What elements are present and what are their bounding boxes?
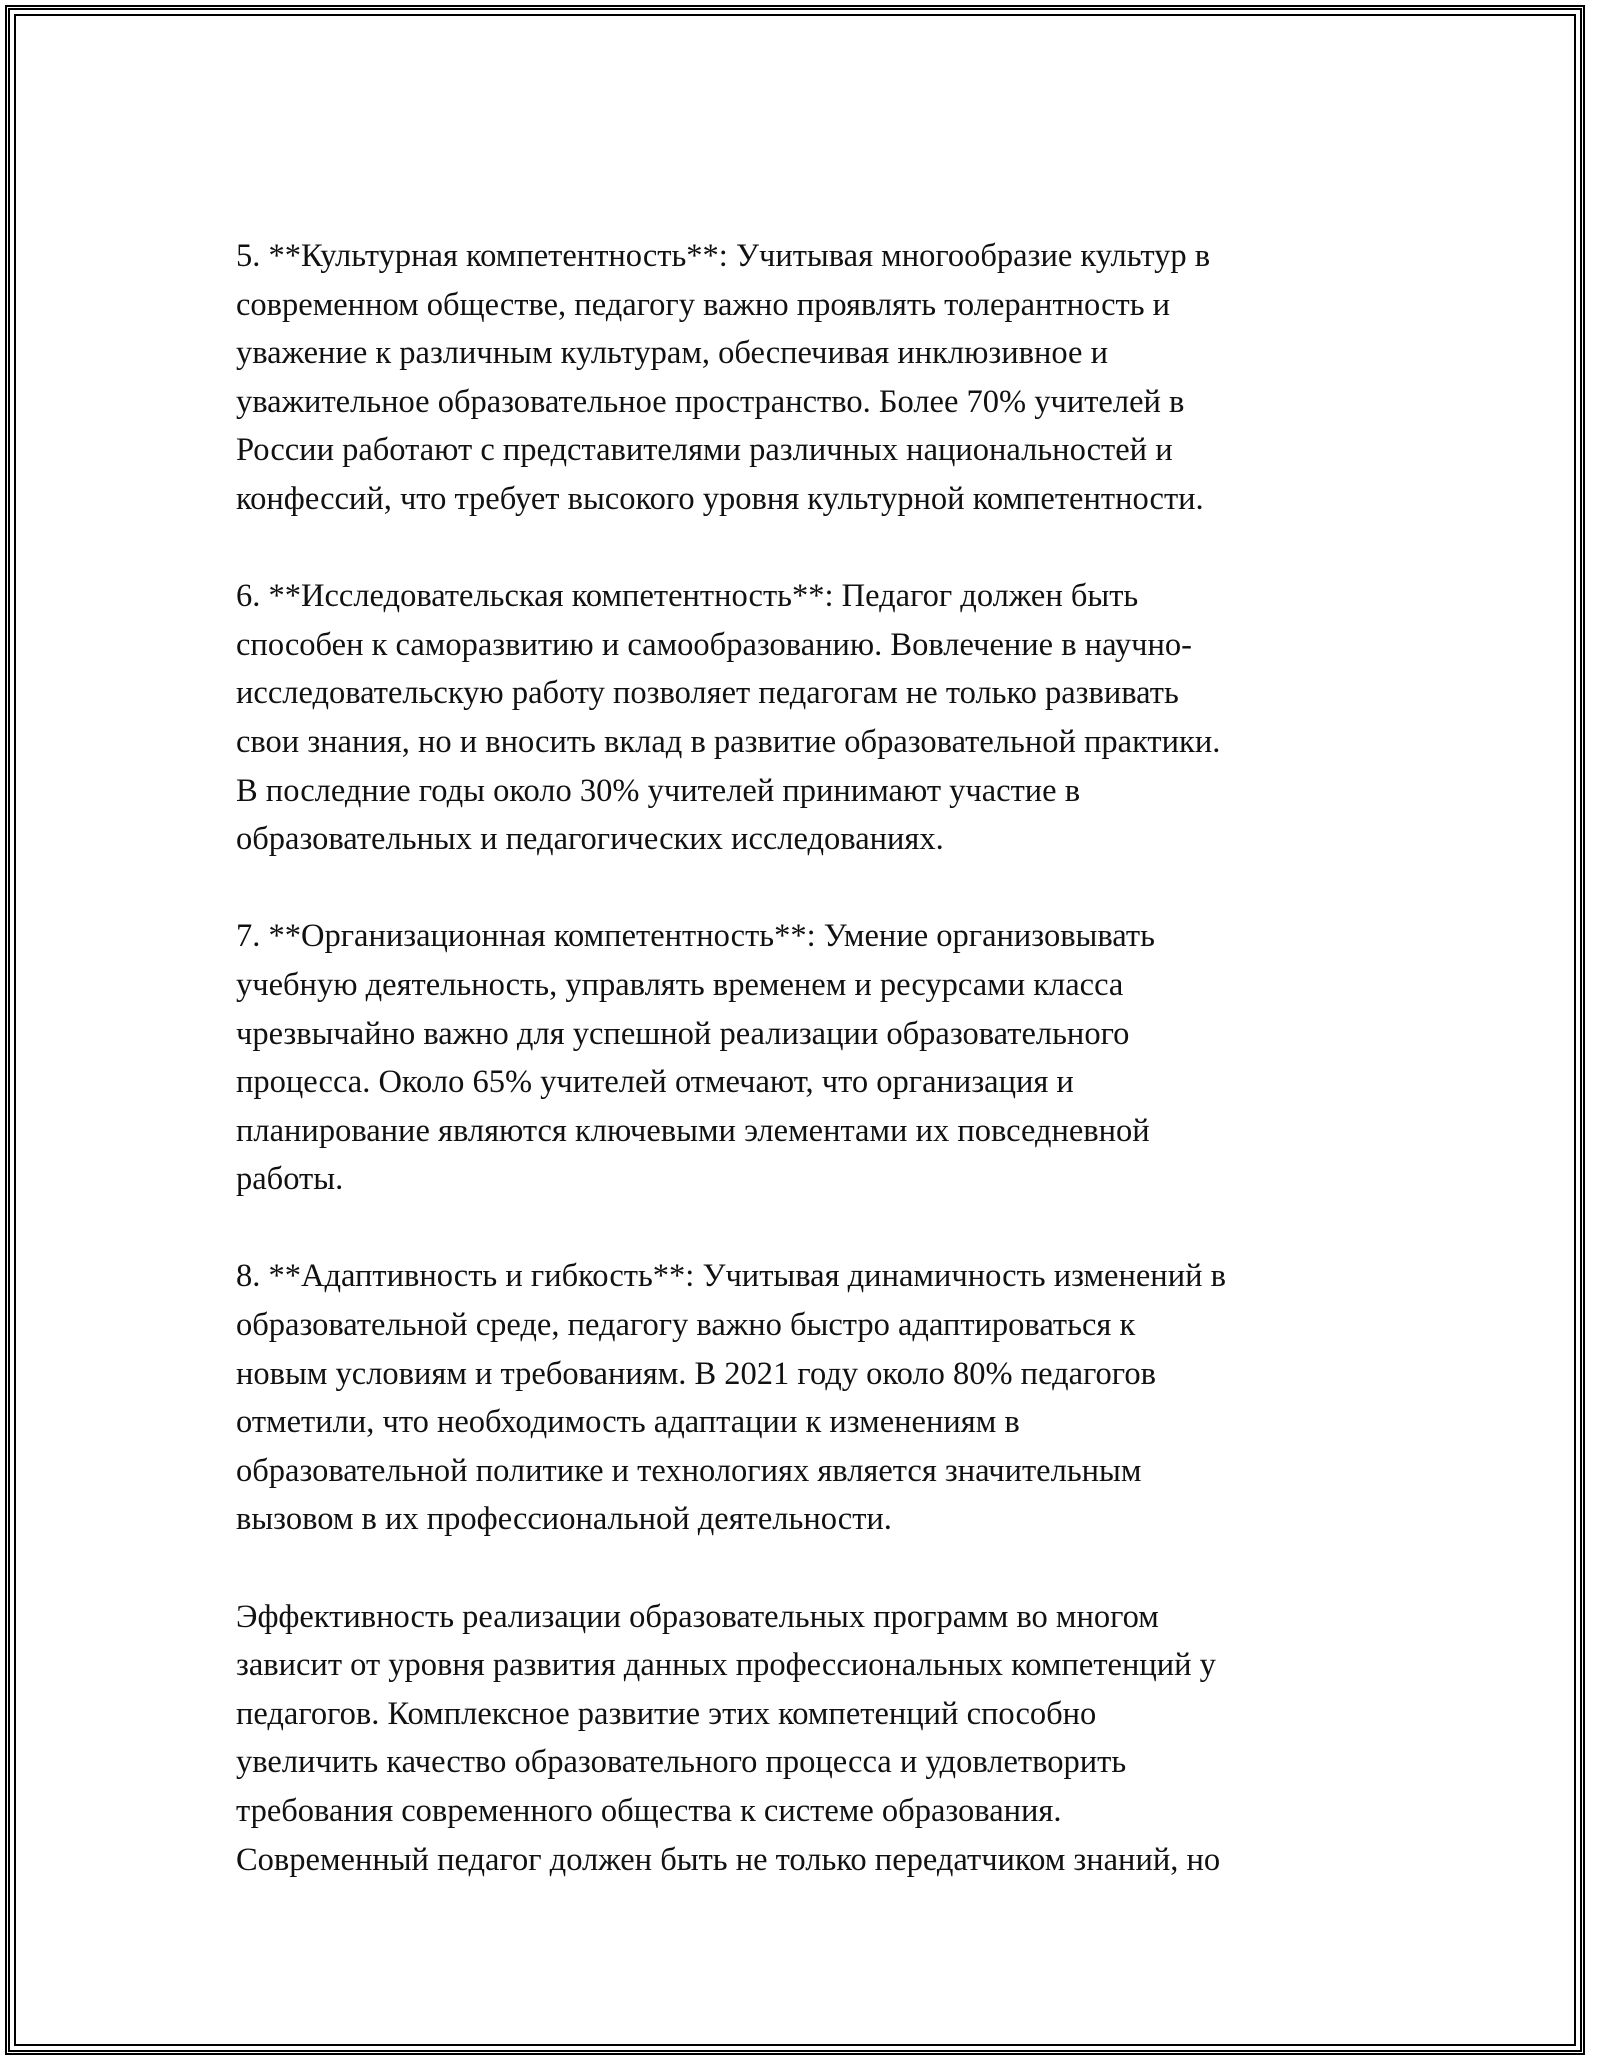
paragraph-research-competence: 6. **Исследовательская компетентность**: Педагог должен быть способен к саморазвитию и самообразованию. Вовлечение в научно- исследовательскую работу позволяет педагогам не только развивать свои знания, но и вносить вклад в развитие образовательной практики. В последние годы около 30% учителей принимают участие в образовательных и педагогических исследованиях. (236, 578, 1221, 858)
paragraph-organizational-competence: 7. **Организационная компетентность**: Умение организовывать учебную деятельность, управлять временем и ресурсами класса чрезвычайно важно для успешной реализации образовательного процесса. Около 65% учителей отмечают, что организация и планирование являются ключевыми элементами их повседневной работы. (236, 918, 1155, 1198)
paragraph-cultural-competence: 5. **Культурная компетентность**: Учитывая многообразие культур в современном обществе, педагогу важно проявлять толерантность и уважение к различным культурам, обеспечивая инклюзивное и уважительное образовательное пространство. Более 70% учителей в России работают с представителями различных национальностей и конфессий, что требует высокого уровня культурной компетентности. (236, 238, 1211, 517)
document-body (236, 232, 1366, 1884)
paragraph-conclusion: Эффективность реализации образовательных программ во многом зависит от уровня развития данных профессиональных компетенций у педагогов. Комплексное развитие этих компетенций способно увеличить качество образовательного процесса и удовлетворить требования современного общества к системе образования. Современный педагог должен быть не только передатчиком знаний, но (236, 1598, 1221, 1878)
paragraph-adaptability: 8. **Адаптивность и гибкость**: Учитывая динамичность изменений в образовательной среде, педагогу важно быстро адаптироваться к новым условиям и требованиям. В 2021 году около 80% педагогов отметили, что необходимость адаптации к изменениям в образовательной политике и технологиях является значительным вызовом в их профессиональной деятельности. (236, 1258, 1226, 1538)
